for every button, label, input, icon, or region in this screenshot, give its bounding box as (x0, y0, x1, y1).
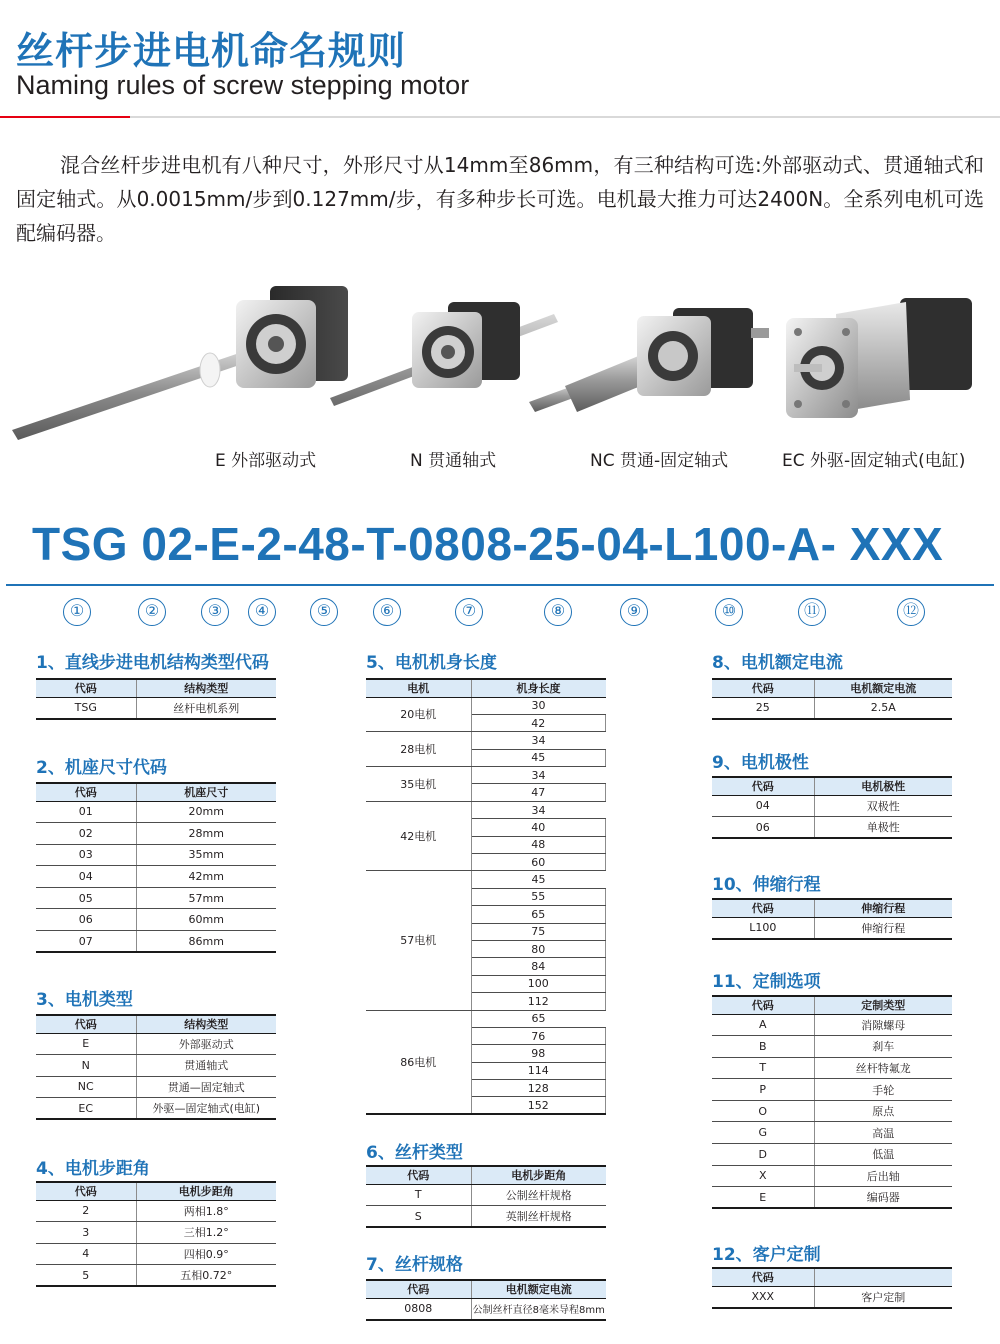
table-row: 28电机 34 (366, 732, 606, 749)
table-row: 65 (366, 906, 606, 923)
section-9-title: 9、电机极性 (712, 753, 809, 773)
marker-11: ⑪ (798, 598, 826, 626)
page-title: 丝杆步进电机命名规则 (16, 29, 407, 73)
marker-4: ④ (248, 598, 276, 626)
table-row: 45 (366, 749, 606, 766)
table-header: 电机步距角 (471, 1166, 606, 1184)
marker-12: ⑫ (897, 598, 925, 626)
table-row: 76 (366, 1027, 606, 1044)
table-header: 代码 (36, 1182, 136, 1200)
table-row: 98 (366, 1045, 606, 1062)
section-7-title: 7、丝杆规格 (366, 1255, 463, 1275)
table-row: N 贯通轴式 (36, 1055, 276, 1077)
section-6-title: 6、丝杆类型 (366, 1143, 463, 1163)
table-row: X 后出轴 (712, 1165, 952, 1187)
table-row: 75 (366, 923, 606, 940)
table-row: 114 (366, 1062, 606, 1079)
table-row: 04 42mm (36, 866, 276, 888)
table-row: B 刹车 (712, 1036, 952, 1058)
table-header: 电机 (366, 679, 471, 697)
table-row: 60 (366, 854, 606, 871)
table-row: 20电机 30 (366, 697, 606, 714)
table-row: O 原点 (712, 1100, 952, 1122)
page-subtitle: Naming rules of screw stepping motor (16, 70, 470, 100)
table-row: 128 (366, 1080, 606, 1097)
table-row: 0808 公制丝杆直径8毫米导程8mm (366, 1298, 606, 1320)
polarity-table (712, 776, 952, 839)
table-header: 代码 (712, 679, 814, 697)
section-5-title: 5、电机机身长度 (366, 653, 497, 673)
marker-5: ⑤ (310, 598, 338, 626)
table-row: 07 86mm (36, 931, 276, 953)
table-row: 40 (366, 819, 606, 836)
intro-paragraph: 混合丝杆步进电机有八种尺寸，外形尺寸从14mm至86mm，有三种结构可选:外部驱动式、贯通轴式和固定轴式。从0.0015mm/步到0.127mm/步，有多种步长可选。电机最大推力可达2400N。全系列电机可选配编码器。 (16, 153, 984, 245)
table-header: 定制类型 (814, 996, 952, 1014)
marker-7: ⑦ (455, 598, 483, 626)
table-row: XXX 客户定制 (712, 1286, 952, 1308)
table-header: 机座尺寸 (136, 783, 276, 801)
table-row: 25 2.5A (712, 697, 952, 719)
table-row: 42 (366, 714, 606, 731)
table-header: 结构类型 (136, 1015, 276, 1033)
table-row: 55 (366, 888, 606, 905)
marker-9: ⑨ (620, 598, 648, 626)
table-row: 35电机 34 (366, 767, 606, 784)
body-length-table (366, 678, 606, 1115)
section-10-title: 10、伸缩行程 (712, 875, 821, 895)
table-header: 代码 (712, 996, 814, 1014)
section-4-title: 4、电机步距角 (36, 1159, 150, 1179)
screw-spec-table (366, 1279, 606, 1321)
table-row: EC 外驱—固定轴式(电缸) (36, 1098, 276, 1120)
table-header: 电机额定电流 (471, 1280, 606, 1298)
rated-current-table (712, 678, 952, 720)
marker-10: ⑩ (715, 598, 743, 626)
table-row: 100 (366, 975, 606, 992)
table-row: 152 (366, 1097, 606, 1114)
customer-custom-table (712, 1267, 952, 1309)
table-header: 电机步距角 (136, 1182, 276, 1200)
caption-n: N 贯通轴式 (410, 451, 497, 471)
table-row: 48 (366, 836, 606, 853)
table-row: 3 三相1.2° (36, 1222, 276, 1244)
table-row: 5 五相0.72° (36, 1265, 276, 1287)
structure-type-table (36, 678, 276, 720)
caption-ec: EC 外驱-固定轴式(电缸) (782, 451, 966, 471)
table-row: NC 贯通—固定轴式 (36, 1076, 276, 1098)
table-row: 01 20mm (36, 801, 276, 823)
section-12-title: 12、客户定制 (712, 1245, 821, 1265)
table-row: 2 两相1.8° (36, 1200, 276, 1222)
table-header: 代码 (712, 777, 814, 795)
stroke-table (712, 898, 952, 940)
marker-3: ③ (201, 598, 229, 626)
table-header: 代码 (712, 1268, 814, 1286)
screw-type-table (366, 1165, 606, 1228)
table-row: 84 (366, 958, 606, 975)
marker-8: ⑧ (544, 598, 572, 626)
marker-2: ② (138, 598, 166, 626)
table-row: 47 (366, 784, 606, 801)
table-row: 86电机 65 (366, 1010, 606, 1027)
custom-options-table (712, 995, 952, 1209)
table-row: TSG 丝杆电机系列 (36, 697, 276, 719)
table-header: 代码 (712, 899, 814, 917)
marker-6: ⑥ (373, 598, 401, 626)
caption-e: E 外部驱动式 (215, 451, 317, 471)
table-row: 57电机 45 (366, 871, 606, 888)
table-header: 机身长度 (471, 679, 606, 697)
table-row: 112 (366, 993, 606, 1010)
table-row: L100 伸缩行程 (712, 917, 952, 939)
table-header: 代码 (36, 679, 136, 697)
table-row: G 高温 (712, 1122, 952, 1144)
table-header: 代码 (36, 1015, 136, 1033)
table-row: 80 (366, 940, 606, 957)
model-code-divider (6, 584, 994, 586)
table-header: 电机极性 (814, 777, 952, 795)
table-row: 42电机 34 (366, 801, 606, 818)
table-row: A 消隙螺母 (712, 1014, 952, 1036)
title-divider (0, 116, 1000, 118)
section-11-title: 11、定制选项 (712, 972, 821, 992)
table-header: 代码 (366, 1280, 471, 1298)
table-row: 4 四相0.9° (36, 1243, 276, 1265)
section-8-title: 8、电机额定电流 (712, 653, 843, 673)
motor-type-table (36, 1014, 276, 1120)
step-angle-table (36, 1181, 276, 1287)
table-header: 代码 (36, 783, 136, 801)
table-header: 伸缩行程 (814, 899, 952, 917)
table-row: E 外部驱动式 (36, 1033, 276, 1055)
table-header (814, 1268, 952, 1286)
section-2-title: 2、机座尺寸代码 (36, 758, 167, 778)
table-row: 06 60mm (36, 909, 276, 931)
table-row: T 丝杆特氟龙 (712, 1057, 952, 1079)
product-photo-e (10, 278, 350, 443)
table-row: 03 35mm (36, 844, 276, 866)
model-code: TSG 02-E-2-48-T-0808-25-04-L100-A- XXX (32, 518, 944, 570)
frame-size-table (36, 782, 276, 953)
product-photo-nc (525, 306, 775, 416)
section-3-title: 3、电机类型 (36, 990, 133, 1010)
table-row: 06 单极性 (712, 817, 952, 839)
table-row: S 英制丝杆规格 (366, 1206, 606, 1228)
table-row: E 编码器 (712, 1187, 952, 1209)
table-header: 代码 (366, 1166, 471, 1184)
table-header: 结构类型 (136, 679, 276, 697)
table-row: 04 双极性 (712, 795, 952, 817)
table-row: 02 28mm (36, 823, 276, 845)
table-row: T 公制丝杆规格 (366, 1184, 606, 1206)
table-row: 05 57mm (36, 887, 276, 909)
table-row: P 手轮 (712, 1079, 952, 1101)
table-row: D 低温 (712, 1144, 952, 1166)
marker-1: ① (63, 598, 91, 626)
caption-nc: NC 贯通-固定轴式 (590, 451, 729, 471)
table-header: 电机额定电流 (814, 679, 952, 697)
product-photo-ec (780, 294, 975, 434)
section-1-title: 1、直线步进电机结构类型代码 (36, 653, 269, 673)
